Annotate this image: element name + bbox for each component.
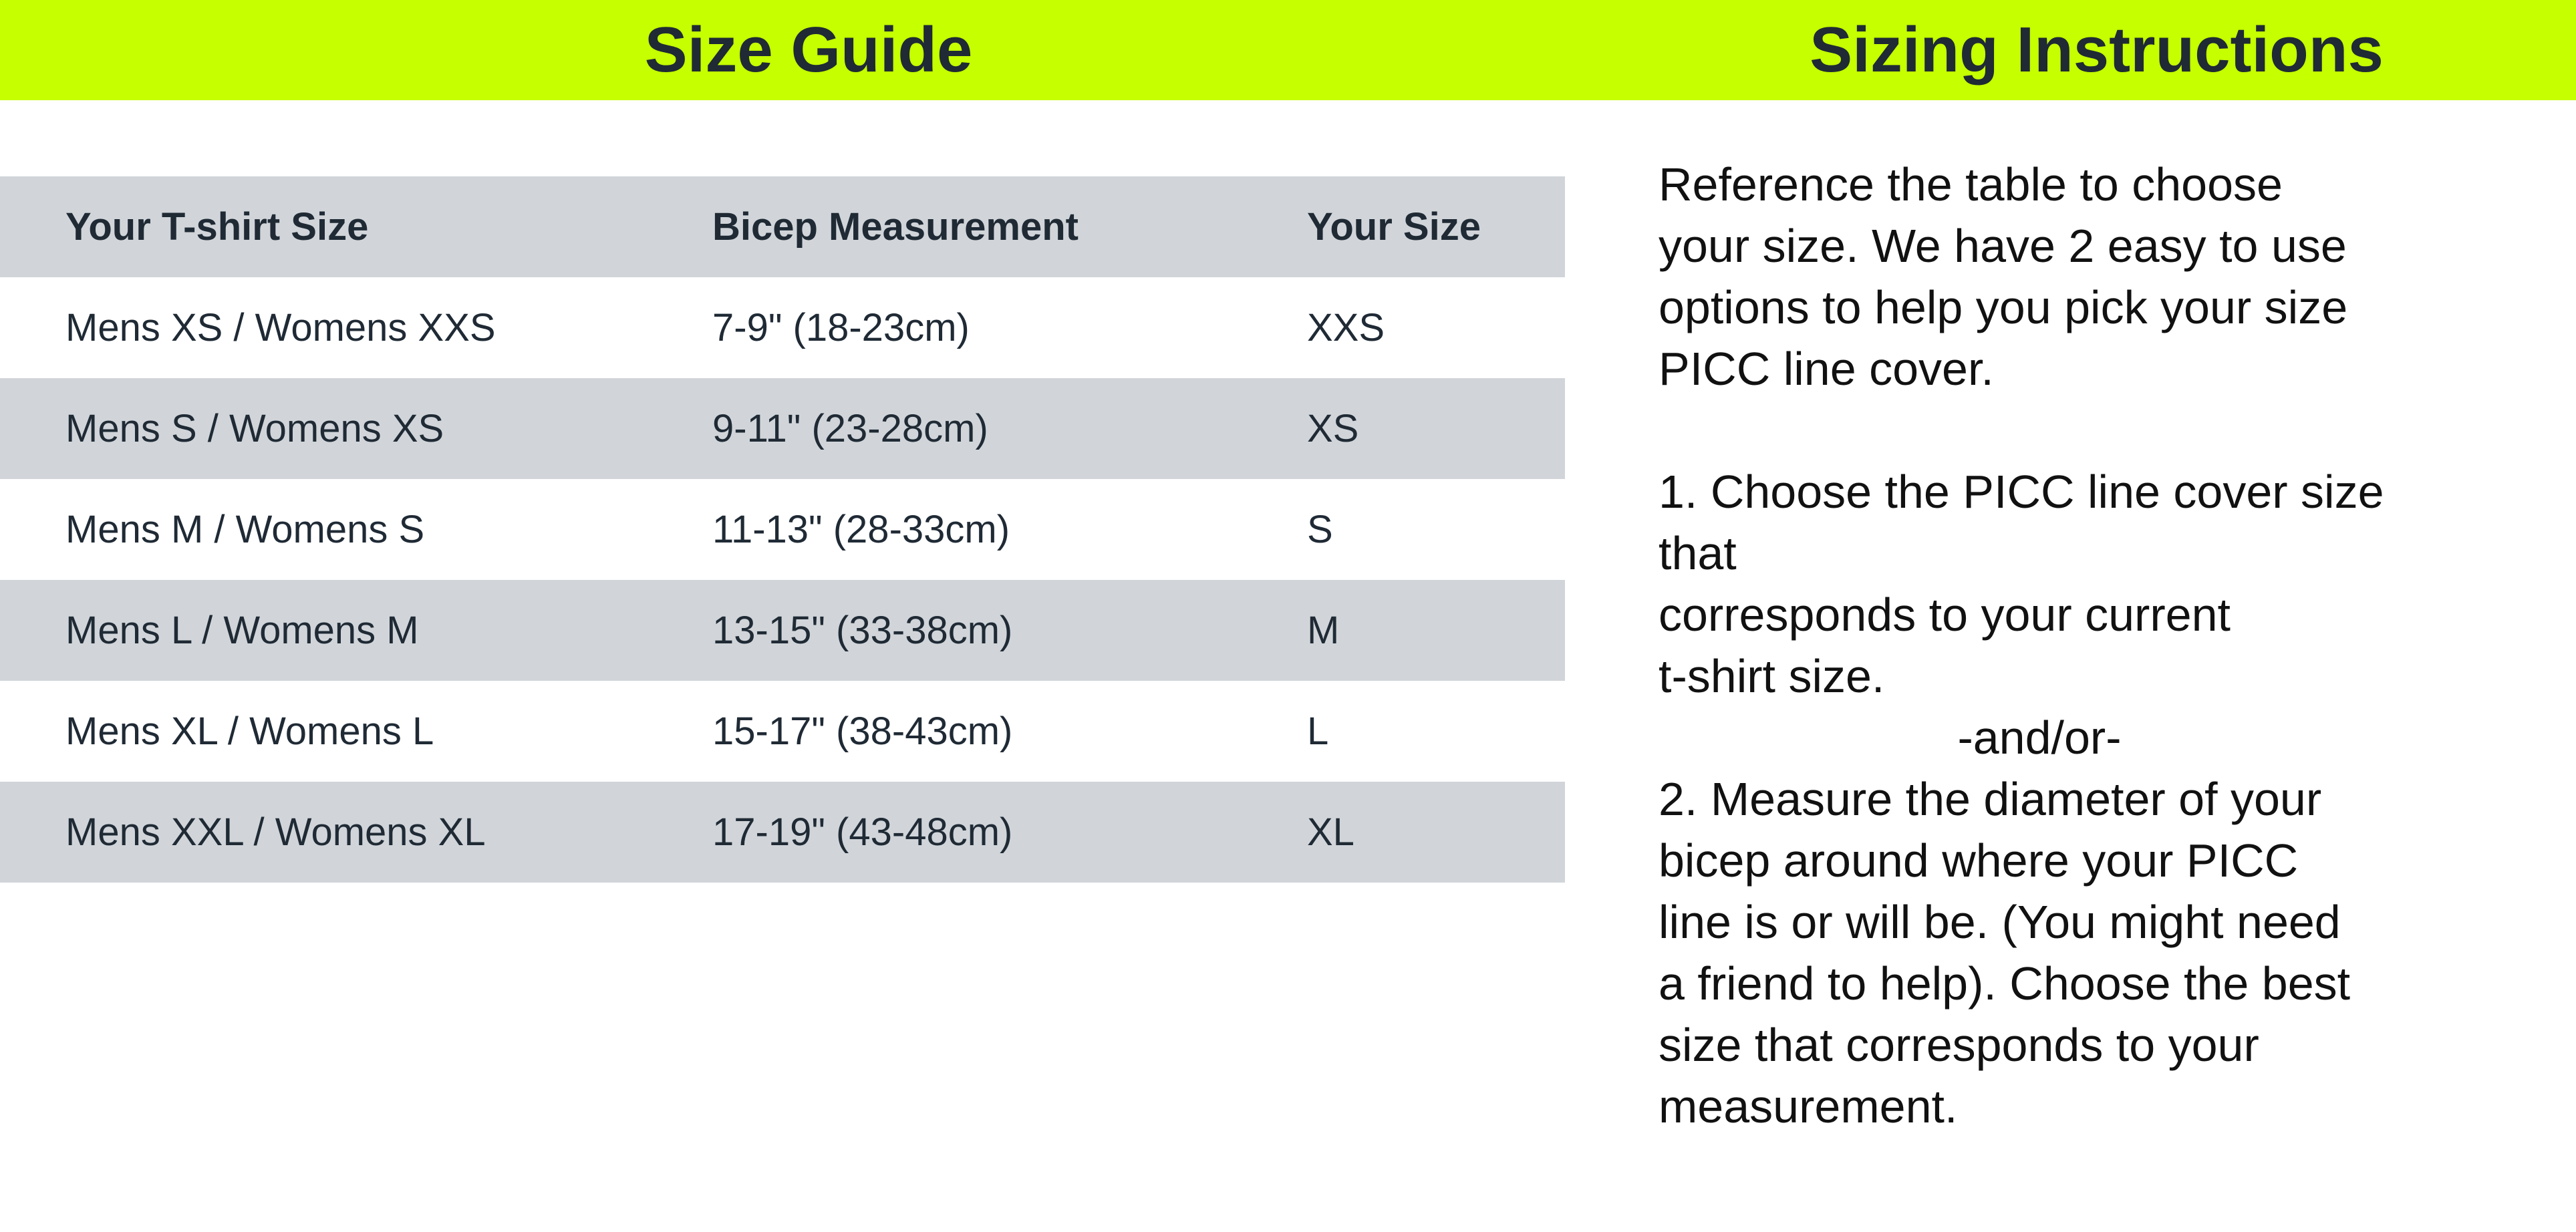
bicep-measurement-cell: 9-11" (23-28cm) <box>712 407 988 450</box>
bicep-measurement-cell: 17-19" (43-48cm) <box>712 810 1013 854</box>
table-row <box>0 479 1565 580</box>
bicep-measurement-cell: 13-15" (33-38cm) <box>712 609 1013 652</box>
bicep-measurement-cell: 15-17" (38-43cm) <box>712 710 1013 753</box>
tshirt-size-cell: Mens S / Womens XS <box>65 407 444 450</box>
size-table <box>0 176 1565 883</box>
tshirt-size-cell: Mens L / Womens M <box>65 609 419 652</box>
tshirt-size-cell: Mens XL / Womens L <box>65 710 434 753</box>
tshirt-size-cell: Mens XXL / Womens XL <box>65 810 486 854</box>
column-header-tshirt-size: Your T-shirt Size <box>65 205 369 249</box>
bicep-measurement-cell: 11-13" (28-33cm) <box>712 508 1010 551</box>
instructions-option-2: 2. Measure the diameter of your bicep around where your PICC line is or will be. (You might need a friend to help). Choose the best size that corresponds to your measurement. <box>1659 773 2351 1132</box>
size-guide-title: Size Guide <box>644 14 973 86</box>
table-row <box>0 580 1565 681</box>
table-row <box>0 277 1565 378</box>
your-size-cell: XL <box>1307 810 1354 854</box>
sizing-instructions-text <box>1659 154 2420 1137</box>
bicep-measurement-cell: 7-9" (18-23cm) <box>712 306 970 349</box>
your-size-cell: S <box>1307 508 1333 551</box>
instructions-intro: Reference the table to choose your size. We have 2 easy to use options to help you pick your size PICC line cover. <box>1659 158 2348 395</box>
column-header-bicep-measurement: Bicep Measurement <box>712 205 1079 249</box>
instructions-option-1: 1. Choose the PICC line cover size that corresponds to your current t-shirt size. <box>1659 466 2384 702</box>
spacer <box>1659 400 2420 461</box>
instructions-separator: -and/or- <box>1957 712 2122 764</box>
your-size-cell: XXS <box>1307 306 1385 349</box>
your-size-cell: XS <box>1307 407 1359 450</box>
table-row <box>0 681 1565 782</box>
column-header-your-size: Your Size <box>1307 205 1481 249</box>
table-row <box>0 782 1565 883</box>
table-header-row <box>0 176 1565 277</box>
tshirt-size-cell: Mens XS / Womens XXS <box>65 306 496 349</box>
your-size-cell: M <box>1307 609 1340 652</box>
tshirt-size-cell: Mens M / Womens S <box>65 508 425 551</box>
sizing-instructions-title: Sizing Instructions <box>1810 14 2384 86</box>
your-size-cell: L <box>1307 710 1329 753</box>
table-row <box>0 378 1565 479</box>
